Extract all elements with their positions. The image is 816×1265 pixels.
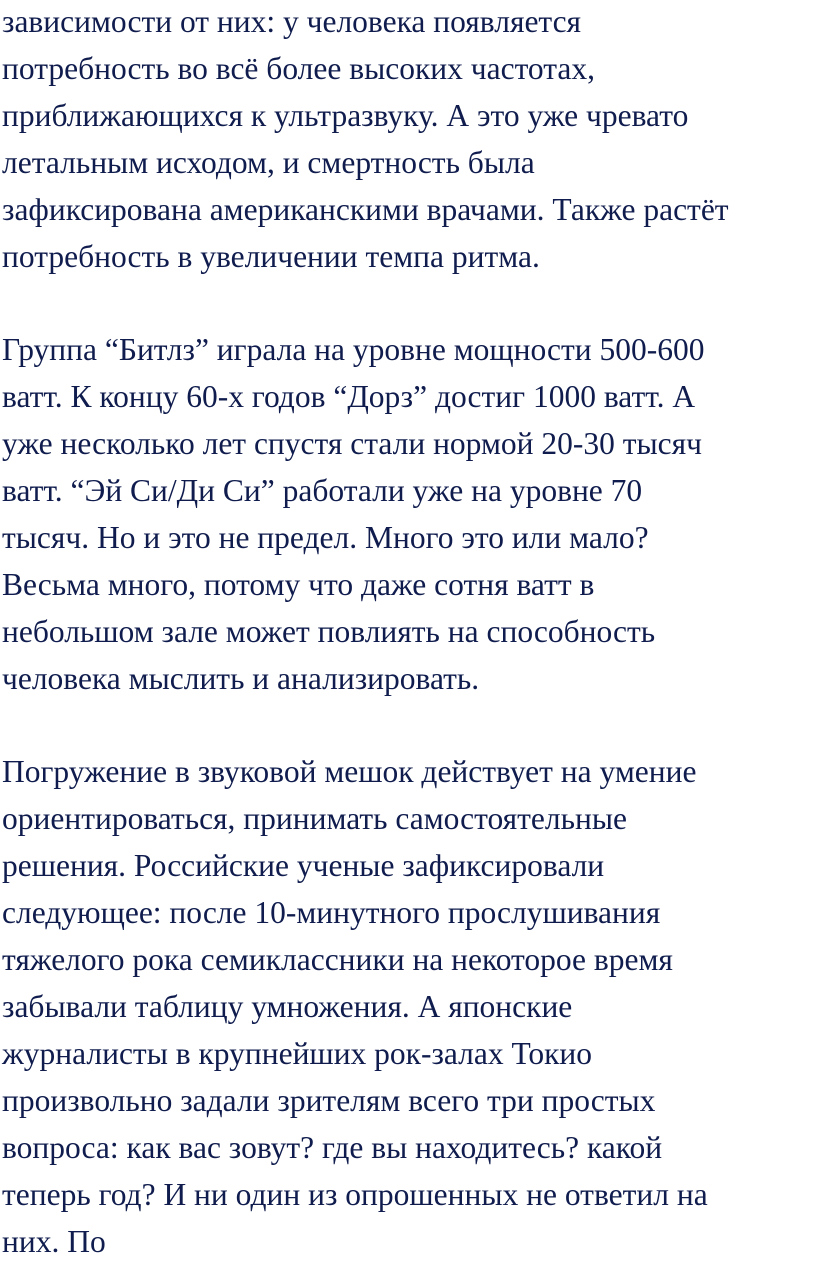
text-line: ватт. “Эй Си/Ди Си” работали уже на уровне 70 (2, 473, 643, 508)
text-line: следующее: после 10-минутного прослушивания (2, 895, 661, 930)
text-line: теперь год? И ни один из опрошенных не ответил на (2, 1177, 708, 1212)
text-line: ватт. К концу 60-х годов “Дорз” достиг 1000 ватт. А (2, 379, 696, 414)
text-line: потребность во всё более высоких частотах, (2, 51, 596, 86)
text-line: тяжелого рока семиклассники на некоторое время (2, 942, 673, 977)
text-line: потребность в увеличении темпа ритма. (2, 239, 540, 274)
text-line: человека мыслить и анализировать. (2, 661, 480, 696)
text-line: забывали таблицу умножения. А японские (2, 989, 573, 1024)
text-line: уже несколько лет спустя стали нормой 20-30 тысяч (2, 426, 702, 461)
paragraph-2 (2, 326, 816, 702)
text-line: Весьма много, потому что даже сотня ватт в (2, 567, 595, 602)
text-line: небольшом зале может повлиять на способность (2, 614, 656, 649)
text-line: Группа “Битлз” играла на уровне мощности 500-600 (2, 332, 705, 367)
text-line: Погружение в звуковой мешок действует на умение (2, 754, 697, 789)
paragraph-1 (2, 0, 816, 280)
text-line: приближающихся к ультразвуку. А это уже чревато (2, 98, 689, 133)
text-line: зависимости от них: у человека появляется (2, 4, 582, 39)
text-line: летальным исходом, и смертность была (2, 145, 535, 180)
text-line: них. По (2, 1224, 106, 1259)
paragraph-3 (2, 748, 816, 1265)
text-line: зафиксирована американскими врачами. Также растёт (2, 192, 729, 227)
text-line: произвольно задали зрителям всего три простых (2, 1083, 656, 1118)
text-line: журналисты в крупнейших рок-залах Токио (2, 1036, 593, 1071)
text-line: ориентироваться, принимать самостоятельные (2, 801, 627, 836)
text-line: тысяч. Но и это не предел. Много это или мало? (2, 520, 649, 555)
text-line: решения. Российские ученые зафиксировали (2, 848, 605, 883)
text-line: вопроса: как вас зовут? где вы находитесь? какой (2, 1130, 663, 1165)
